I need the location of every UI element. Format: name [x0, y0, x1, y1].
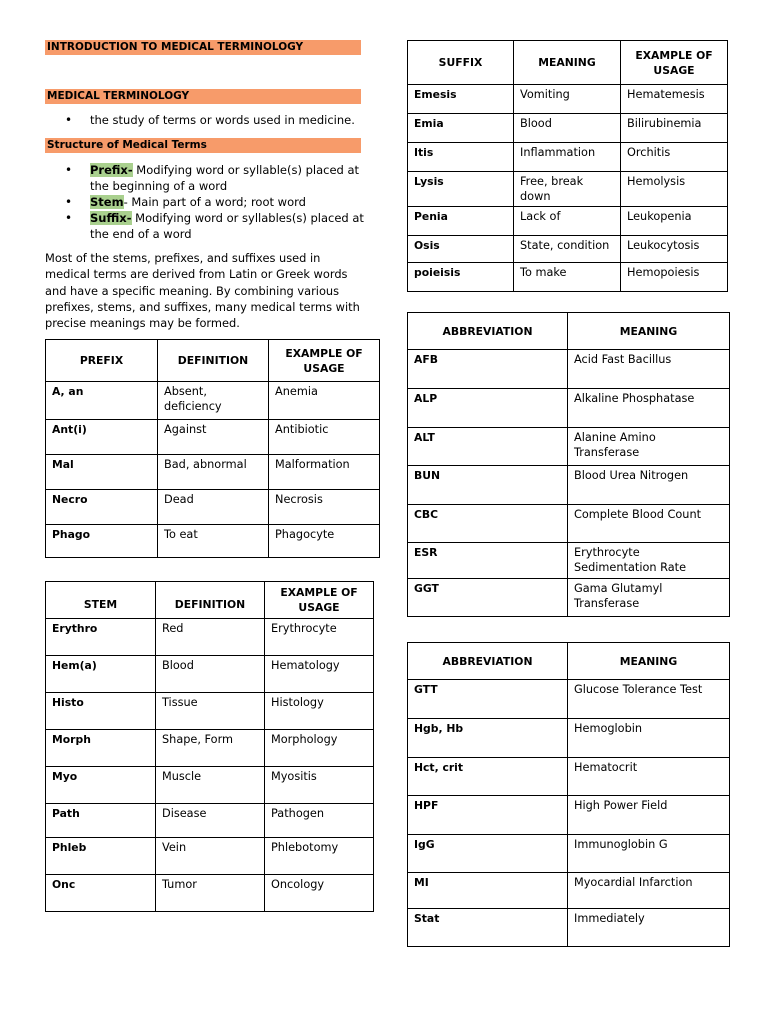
table-row [408, 909, 730, 947]
meaning-cell: Acid Fast Bacillus [568, 350, 730, 389]
table-row [408, 207, 728, 236]
meaning-cell: High Power Field [568, 796, 730, 835]
prefix-cell: Necro [46, 490, 158, 525]
meaning-cell: Hemoglobin [568, 719, 730, 758]
prefix-cell: Mal [46, 455, 158, 490]
prefix-table [45, 339, 380, 558]
intro-heading: INTRODUCTION TO MEDICAL TERMINOLOGY [45, 40, 361, 55]
table-row [46, 730, 374, 767]
definition-cell: Red [156, 619, 265, 656]
table-row [46, 656, 374, 693]
stem-cell: Morph [46, 730, 156, 767]
meaning-cell: Gama Glutamyl Transferase [568, 579, 730, 617]
medical-terminology-heading: MEDICAL TERMINOLOGY [45, 89, 361, 104]
abbreviation-cell: BUN [408, 466, 568, 505]
example-cell: Malformation [269, 455, 380, 490]
table-row [408, 428, 730, 466]
table-row [408, 758, 730, 796]
meaning-header: MEANING [568, 313, 730, 350]
prefix-cell: A, an [46, 382, 158, 420]
abbreviation-header: ABBREVIATION [408, 313, 568, 350]
table-row [408, 172, 728, 207]
table-row [46, 693, 374, 730]
table-row [408, 796, 730, 835]
example-cell: Anemia [269, 382, 380, 420]
table-row [408, 873, 730, 909]
example-cell: Leukocytosis [621, 236, 728, 263]
table-row [408, 680, 730, 719]
suffix-header: SUFFIX [408, 41, 514, 85]
meaning-cell: Vomiting [514, 85, 621, 114]
example-cell: Hematemesis [621, 85, 728, 114]
meaning-cell: To make [514, 263, 621, 292]
definition-cell: Disease [156, 804, 265, 838]
example-cell: Phlebotomy [265, 838, 374, 875]
stem-cell: Hem(a) [46, 656, 156, 693]
example-cell: Erythrocyte [265, 619, 374, 656]
example-cell: Oncology [265, 875, 374, 912]
table-row [408, 543, 730, 579]
meaning-header: MEANING [568, 643, 730, 680]
stem-header: STEM [46, 582, 156, 619]
example-cell: Myositis [265, 767, 374, 804]
stem-cell: Histo [46, 693, 156, 730]
definition-cell: Dead [158, 490, 269, 525]
table-row [408, 466, 730, 505]
meaning-cell: Glucose Tolerance Test [568, 680, 730, 719]
stem-term: Stem [90, 195, 124, 209]
structure-item-suffix [45, 210, 365, 242]
stem-definition-header: DEFINITION [156, 582, 265, 619]
table-row [408, 389, 730, 428]
table-row [408, 835, 730, 873]
example-cell: Hemopoiesis [621, 263, 728, 292]
table-row [408, 719, 730, 758]
abbreviation-cell: ALT [408, 428, 568, 466]
definition-cell: Against [158, 420, 269, 455]
abbreviation-cell: GTT [408, 680, 568, 719]
stem-example-header: EXAMPLE OF USAGE [265, 582, 374, 619]
definition-cell: Bad, abnormal [158, 455, 269, 490]
definition-cell: Blood [156, 656, 265, 693]
stem-table [45, 581, 374, 912]
table-row [408, 579, 730, 617]
suffix-cell: Emia [408, 114, 514, 143]
prefix-description: Modifying word or syllable(s) placed at the beginning of a word [90, 163, 360, 193]
example-cell: Orchitis [621, 143, 728, 172]
suffix-table [407, 40, 728, 292]
table-row [408, 350, 730, 389]
table-row [408, 85, 728, 114]
structure-item-stem [45, 194, 365, 210]
example-cell: Hematology [265, 656, 374, 693]
structure-item-prefix [45, 162, 365, 194]
example-cell: Antibiotic [269, 420, 380, 455]
meaning-cell: Free, break down [514, 172, 621, 207]
table-row [46, 382, 380, 420]
structure-list [45, 162, 365, 242]
example-cell: Histology [265, 693, 374, 730]
table-row [46, 455, 380, 490]
stem-cell: Path [46, 804, 156, 838]
suffix-cell: Penia [408, 207, 514, 236]
abbreviation-table-1 [407, 312, 730, 617]
prefix-example-header: EXAMPLE OF USAGE [269, 340, 380, 382]
example-cell: Hemolysis [621, 172, 728, 207]
meaning-cell: Hematocrit [568, 758, 730, 796]
suffix-cell: Itis [408, 143, 514, 172]
meaning-cell: Erythrocyte Sedimentation Rate [568, 543, 730, 579]
abbreviation-cell: Stat [408, 909, 568, 947]
table-row [408, 263, 728, 292]
meaning-cell: Alkaline Phosphatase [568, 389, 730, 428]
meaning-cell: Alanine Amino Transferase [568, 428, 730, 466]
abbreviation-cell: ESR [408, 543, 568, 579]
definition-cell: Muscle [156, 767, 265, 804]
definition-list [45, 112, 365, 128]
stem-cell: Erythro [46, 619, 156, 656]
abbreviation-cell: GGT [408, 579, 568, 617]
example-cell: Necrosis [269, 490, 380, 525]
abbreviation-table-2 [407, 642, 730, 947]
prefix-term: Prefix- [90, 163, 133, 177]
example-cell: Morphology [265, 730, 374, 767]
stem-description: - Main part of a word; root word [123, 195, 306, 209]
suffix-cell: Lysis [408, 172, 514, 207]
definition-cell: Tumor [156, 875, 265, 912]
definition-cell: Absent, deficiency [158, 382, 269, 420]
meaning-cell: State, condition [514, 236, 621, 263]
suffix-cell: Emesis [408, 85, 514, 114]
table-row [408, 236, 728, 263]
abbreviation-header: ABBREVIATION [408, 643, 568, 680]
abbreviation-cell: IgG [408, 835, 568, 873]
table-row [46, 525, 380, 558]
abbreviation-cell: CBC [408, 505, 568, 543]
stem-cell: Onc [46, 875, 156, 912]
suffix-cell: Osis [408, 236, 514, 263]
meaning-cell: Blood Urea Nitrogen [568, 466, 730, 505]
prefix-cell: Ant(i) [46, 420, 158, 455]
suffix-description: Modifying word or syllables(s) placed at the end of a word [90, 211, 364, 241]
abbreviation-cell: AFB [408, 350, 568, 389]
structure-heading: Structure of Medical Terms [45, 138, 361, 153]
stem-cell: Phleb [46, 838, 156, 875]
example-cell: Phagocyte [269, 525, 380, 558]
definition-bullet: • the study of terms or words used in medicine. [45, 112, 365, 128]
table-row [46, 619, 374, 656]
meaning-cell: Complete Blood Count [568, 505, 730, 543]
table-row [408, 114, 728, 143]
meaning-cell: Blood [514, 114, 621, 143]
meaning-cell: Immunoglobin G [568, 835, 730, 873]
example-cell: Bilirubinemia [621, 114, 728, 143]
table-row [46, 838, 374, 875]
stem-cell: Myo [46, 767, 156, 804]
table-row [408, 505, 730, 543]
prefix-cell: Phago [46, 525, 158, 558]
prefix-header: PREFIX [46, 340, 158, 382]
definition-cell: To eat [158, 525, 269, 558]
table-row [46, 490, 380, 525]
abbreviation-cell: HPF [408, 796, 568, 835]
definition-cell: Vein [156, 838, 265, 875]
abbreviation-cell: MI [408, 873, 568, 909]
meaning-cell: Lack of [514, 207, 621, 236]
definition-cell: Shape, Form [156, 730, 265, 767]
intro-paragraph: Most of the stems, prefixes, and suffixes used in medical terms are derived from Latin or Greek words and have a specific meaning. By combining various prefixes, stems, and suffixes, many medical terms with precise meanings may be formed. [45, 251, 360, 331]
table-row [408, 143, 728, 172]
abbreviation-cell: Hgb, Hb [408, 719, 568, 758]
table-row [46, 767, 374, 804]
table-row [46, 875, 374, 912]
meaning-cell: Immediately [568, 909, 730, 947]
suffix-cell: poieisis [408, 263, 514, 292]
meaning-cell: Myocardial Infarction [568, 873, 730, 909]
prefix-definition-header: DEFINITION [158, 340, 269, 382]
abbreviation-cell: ALP [408, 389, 568, 428]
suffix-meaning-header: MEANING [514, 41, 621, 85]
example-cell: Leukopenia [621, 207, 728, 236]
meaning-cell: Inflammation [514, 143, 621, 172]
suffix-example-header: EXAMPLE OF USAGE [621, 41, 728, 85]
table-row [46, 420, 380, 455]
suffix-term: Suffix- [90, 211, 132, 225]
definition-cell: Tissue [156, 693, 265, 730]
example-cell: Pathogen [265, 804, 374, 838]
abbreviation-cell: Hct, crit [408, 758, 568, 796]
table-row [46, 804, 374, 838]
